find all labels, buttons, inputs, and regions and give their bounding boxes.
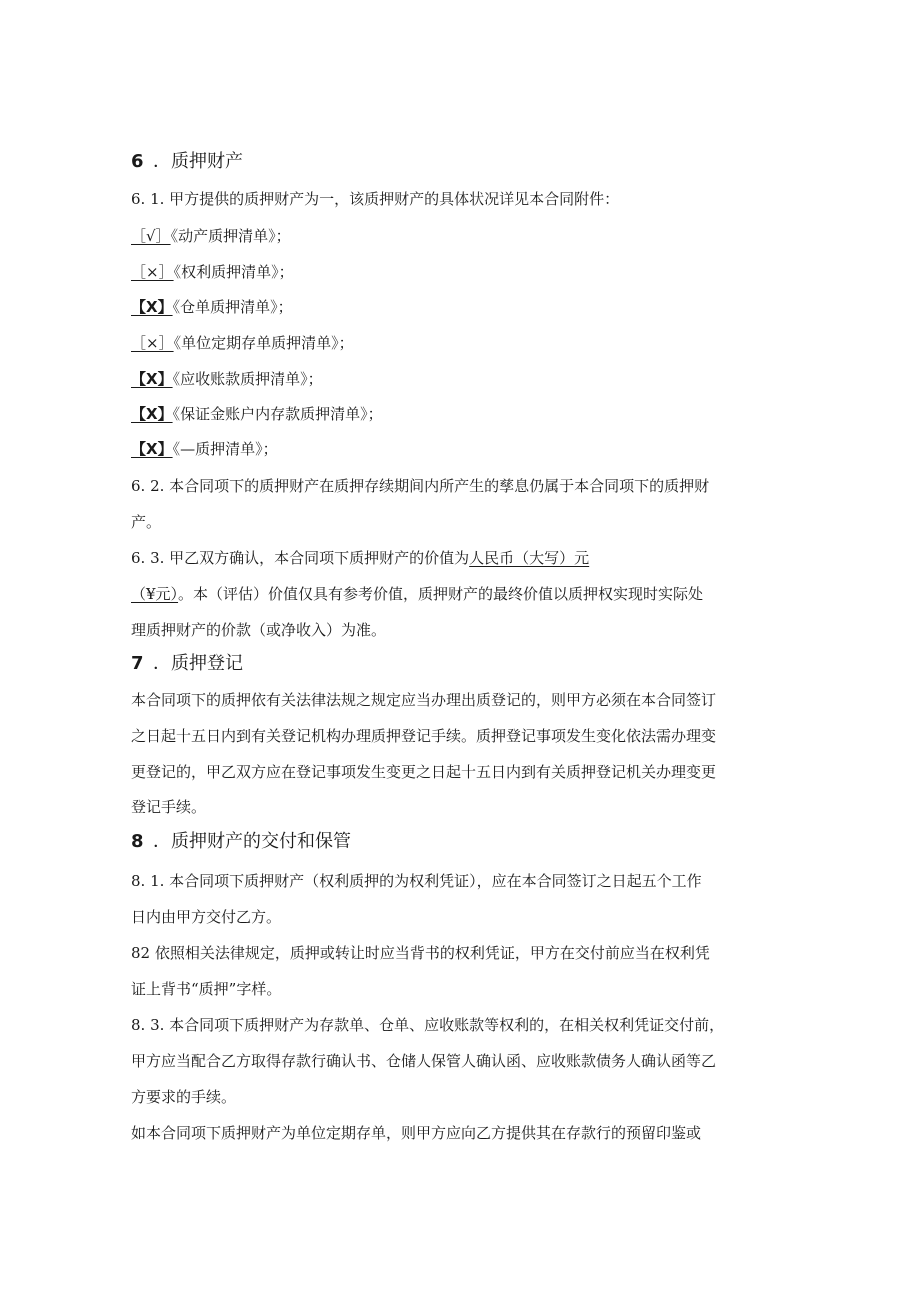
- clause-6-1: 6. 1. 甲方提供的质押财产为一，该质押财产的具体状况详见本合同附件：: [131, 190, 620, 208]
- paragraph-line: 甲方应当配合乙方取得存款行确认书、仓储人保管人确认函、应收账款债务人确认函等乙: [131, 1052, 717, 1070]
- section-8-heading: [131, 830, 351, 854]
- clause-text: 。本（评估）价值仅具有参考价值，质押财产的最终价值以质押权实现时实际处: [178, 585, 704, 603]
- paragraph-line: 日内由甲方交付乙方。: [131, 908, 282, 926]
- paragraph-line: 之日起十五日内到有关登记机构办理质押登记手续。质押登记事项发生变化依法需办理变: [131, 727, 717, 745]
- checklist-text: 《应收账款质押清单》；: [172, 370, 323, 388]
- checkbox-mark: ［×］: [131, 263, 174, 281]
- checklist-text: 《—质押清单》；: [172, 440, 278, 458]
- checklist-text: 《单位定期存单质押清单》；: [173, 334, 354, 352]
- paragraph-line: 更登记的，甲乙双方应在登记事项发生变更之日起十五日内到有关质押登记机关办理变更: [131, 763, 717, 781]
- section-number: 6: [131, 151, 144, 172]
- checklist-text: 《权利质押清单》；: [173, 263, 294, 281]
- section-number: 8: [131, 831, 144, 852]
- checkbox-mark: ［√］: [131, 227, 171, 245]
- paragraph-line: 登记手续。: [131, 798, 207, 816]
- checkbox-mark: 【X】: [131, 440, 173, 458]
- checklist-item: [131, 333, 354, 353]
- amount-blank: （¥元）: [131, 585, 179, 603]
- checklist-text: 《动产质押清单》；: [170, 227, 291, 245]
- checklist-item: [131, 404, 383, 424]
- checklist-text: 《保证金账户内存款质押清单》；: [172, 405, 383, 423]
- section-7-heading: [131, 652, 243, 676]
- section-number: 7: [131, 653, 144, 674]
- clause-text: 6. 3. 甲乙双方确认，本合同项下质押财产的价值为: [131, 549, 470, 567]
- checklist-item: [131, 297, 293, 317]
- checkbox-mark: ［×］: [131, 334, 174, 352]
- checklist-item: [131, 439, 278, 459]
- checklist-item: [131, 369, 323, 389]
- checkbox-mark: 【X】: [131, 298, 173, 316]
- paragraph-line: 8. 3. 本合同项下质押财产为存款单、仓单、应收账款等权利的，在相关权利凭证交付前，: [131, 1016, 725, 1034]
- paragraph-line: 本合同项下的质押依有关法律法规之规定应当办理出质登记的，则甲方必须在本合同签订: [131, 691, 717, 709]
- paragraph-line: 如本合同项下质押财产为单位定期存单，则甲方应向乙方提供其在存款行的预留印鉴或: [131, 1124, 702, 1142]
- checkbox-mark: 【X】: [131, 405, 173, 423]
- section-title: ．质押财产的交付和保管: [153, 831, 351, 852]
- checklist-item: [131, 226, 291, 246]
- value-blank: 人民币（大写）元: [469, 549, 590, 567]
- clause-6-2: 6. 2. 本合同项下的质押财产在质押存续期间内所产生的孳息仍属于本合同项下的质押财: [131, 477, 710, 495]
- paragraph-line: 方要求的手续。: [131, 1088, 237, 1106]
- clause-6-3-cont: [131, 584, 703, 604]
- checkbox-mark: 【X】: [131, 370, 173, 388]
- section-title: ．质押财产: [153, 151, 243, 172]
- paragraph-line: 证上背书“质押”字样。: [131, 980, 282, 998]
- section-title: ．质押登记: [153, 653, 243, 674]
- clause-6-3: [131, 548, 589, 568]
- checklist-item: [131, 262, 294, 282]
- paragraph-line: 8. 1. 本合同项下质押财产（权利质押的为权利凭证），应在本合同签订之日起五个工作: [131, 872, 702, 890]
- paragraph-line: 82 依照相关法律规定，质押或转让时应当背书的权利凭证，甲方在交付前应当在权利凭: [131, 944, 710, 962]
- clause-6-3-cont: 理质押财产的价款（或净收入）为准。: [131, 621, 387, 639]
- section-6-heading: [131, 150, 243, 174]
- clause-6-2-cont: 产。: [131, 513, 162, 531]
- checklist-text: 《仓单质押清单》；: [172, 298, 293, 316]
